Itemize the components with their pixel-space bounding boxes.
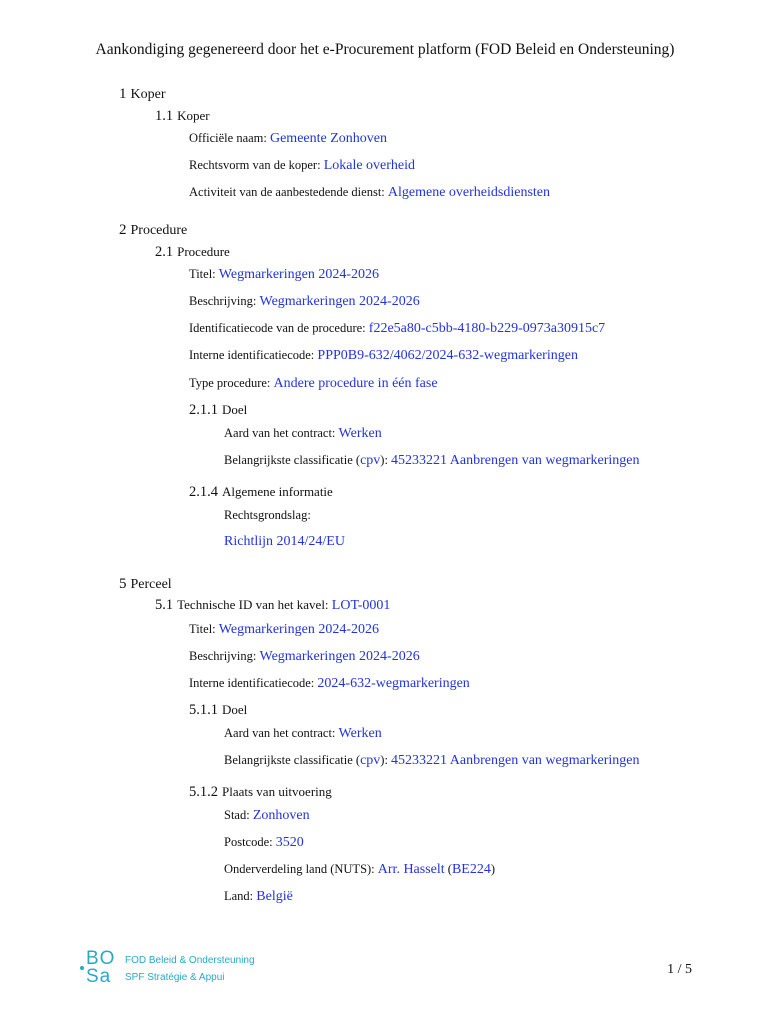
subsection-5-1-heading [155, 597, 390, 614]
field-value: 45233221 Aanbrengen van wegmarkeringen [391, 753, 640, 768]
field-city [224, 806, 310, 824]
section-title: Perceel [130, 577, 172, 592]
org-name-fr: SPF Stratégie & Appui [125, 972, 225, 983]
subsection-number: 2.1 [155, 244, 174, 260]
field-label: Titel: [189, 267, 219, 281]
field-value: 3520 [275, 835, 304, 850]
separator: ): [380, 753, 392, 767]
subsection-title: Plaats van uitvoering [222, 784, 332, 799]
field-label: Interne identificatiecode: [189, 676, 318, 690]
field-label: Belangrijkste classificatie ( [224, 453, 361, 467]
separator: ) [490, 862, 496, 876]
subsection-title: Procedure [177, 244, 230, 259]
field-value: Werken [338, 726, 382, 741]
field-label: Beschrijving: [189, 649, 260, 663]
lot-id-value: LOT-0001 [331, 598, 391, 613]
separator: ( [444, 862, 452, 876]
field-label: Onderverdeling land (NUTS): [224, 862, 378, 876]
field-value: 45233221 Aanbrengen van wegmarkeringen [391, 453, 640, 468]
field-value: Zonhoven [252, 808, 310, 823]
subsection-5-1-2-heading [189, 784, 332, 801]
field-label: Titel: [189, 622, 219, 636]
field-country [224, 887, 293, 905]
section-number: 2 [119, 222, 127, 238]
subsection-number: 5.1 [155, 597, 174, 613]
field-value: Algemene overheidsdiensten [387, 185, 551, 200]
subsection-number: 5.1.1 [189, 702, 218, 718]
field-classification [224, 451, 639, 469]
subsection-title: Technische ID van het kavel: [177, 597, 332, 612]
document-header: Aankondiging gegenereerd door het e-Procurement platform (FOD Beleid en Ondersteuning) [95, 41, 675, 58]
field-legal-basis-value: Richtlijn 2014/24/EU [224, 534, 345, 549]
field-value: Wegmarkeringen 2024-2026 [218, 622, 379, 637]
field-value: Werken [338, 426, 382, 441]
field-label: Postcode: [224, 835, 276, 849]
field-lot-contract-type [224, 724, 382, 742]
subsection-2-1-4-heading [189, 484, 333, 501]
subsection-number: 5.1.2 [189, 784, 218, 800]
section-1-heading [119, 86, 166, 103]
section-title: Procedure [130, 223, 188, 238]
field-value: Wegmarkeringen 2024-2026 [259, 294, 420, 309]
field-internal-id [189, 346, 578, 364]
field-label: Identificatiecode van de procedure: [189, 321, 369, 335]
field-legal-basis-label: Rechtsgrondslag: [224, 508, 311, 522]
cpv-link[interactable]: cpv [360, 453, 381, 468]
section-number: 5 [119, 576, 127, 592]
subsection-title: Algemene informatie [222, 484, 333, 499]
field-label: Beschrijving: [189, 294, 260, 308]
subsection-2-1-1-heading [189, 402, 247, 419]
field-value: f22e5a80-c5bb-4180-b229-0973a30915c7 [368, 321, 606, 336]
org-name-nl: FOD Beleid & Ondersteuning [125, 955, 255, 966]
separator: ): [380, 453, 392, 467]
field-label: Aard van het contract: [224, 726, 339, 740]
field-official-name [189, 129, 387, 147]
field-procedure-id [189, 319, 605, 337]
field-label: Interne identificatiecode: [189, 348, 318, 362]
subsection-2-1-heading [155, 244, 230, 261]
field-contract-type [224, 424, 382, 442]
field-value: Wegmarkeringen 2024-2026 [218, 267, 379, 282]
nuts-code: BE224 [451, 862, 491, 877]
field-lot-internal-id [189, 674, 470, 692]
field-label: Aard van het contract: [224, 426, 339, 440]
section-title: Koper [130, 87, 166, 102]
page-number: 1 / 5 [667, 962, 692, 977]
subsection-title: Doel [222, 702, 248, 717]
field-value: Wegmarkeringen 2024-2026 [259, 649, 420, 664]
logo-text [125, 952, 255, 986]
field-activity [189, 183, 550, 201]
logo-row-2: Sa [86, 966, 112, 987]
bosa-logo-mark [80, 947, 120, 991]
field-value: 2024-632-wegmarkeringen [317, 676, 470, 691]
field-value: België [256, 889, 293, 904]
field-value: Gemeente Zonhoven [269, 131, 387, 146]
field-legal-form [189, 156, 415, 174]
field-label: Rechtsvorm van de koper: [189, 158, 324, 172]
subsection-title: Doel [222, 402, 248, 417]
field-label: Land: [224, 889, 257, 903]
bosa-logo [80, 947, 280, 991]
field-lot-classification [224, 751, 639, 769]
section-number: 1 [119, 86, 127, 102]
section-2-heading [119, 222, 187, 239]
cpv-link[interactable]: cpv [360, 753, 381, 768]
subsection-1-1-heading [155, 108, 210, 125]
logo-dot [80, 966, 84, 970]
subsection-number: 2.1.1 [189, 402, 218, 418]
field-description [189, 292, 420, 310]
field-value: PPP0B9-632/4062/2024-632-wegmarkeringen [317, 348, 578, 363]
subsection-number: 1.1 [155, 108, 174, 124]
field-value: Arr. Hasselt [377, 862, 445, 877]
field-nuts [224, 860, 495, 878]
field-label: Belangrijkste classificatie ( [224, 753, 361, 767]
field-value: Lokale overheid [323, 158, 416, 173]
logo-row-1: BO [86, 948, 116, 969]
section-5-heading [119, 576, 172, 593]
subsection-5-1-1-heading [189, 702, 247, 719]
field-procedure-type [189, 374, 438, 392]
field-postcode [224, 833, 304, 851]
field-label: Officiële naam: [189, 131, 270, 145]
subsection-number: 2.1.4 [189, 484, 218, 500]
field-value: Andere procedure in één fase [273, 376, 438, 391]
field-label: Stad: [224, 808, 253, 822]
field-title [189, 265, 379, 283]
field-label: Activiteit van de aanbestedende dienst: [189, 185, 388, 199]
subsection-title: Koper [177, 108, 210, 123]
field-label: Type procedure: [189, 376, 274, 390]
field-lot-description [189, 647, 420, 665]
field-lot-title [189, 620, 379, 638]
